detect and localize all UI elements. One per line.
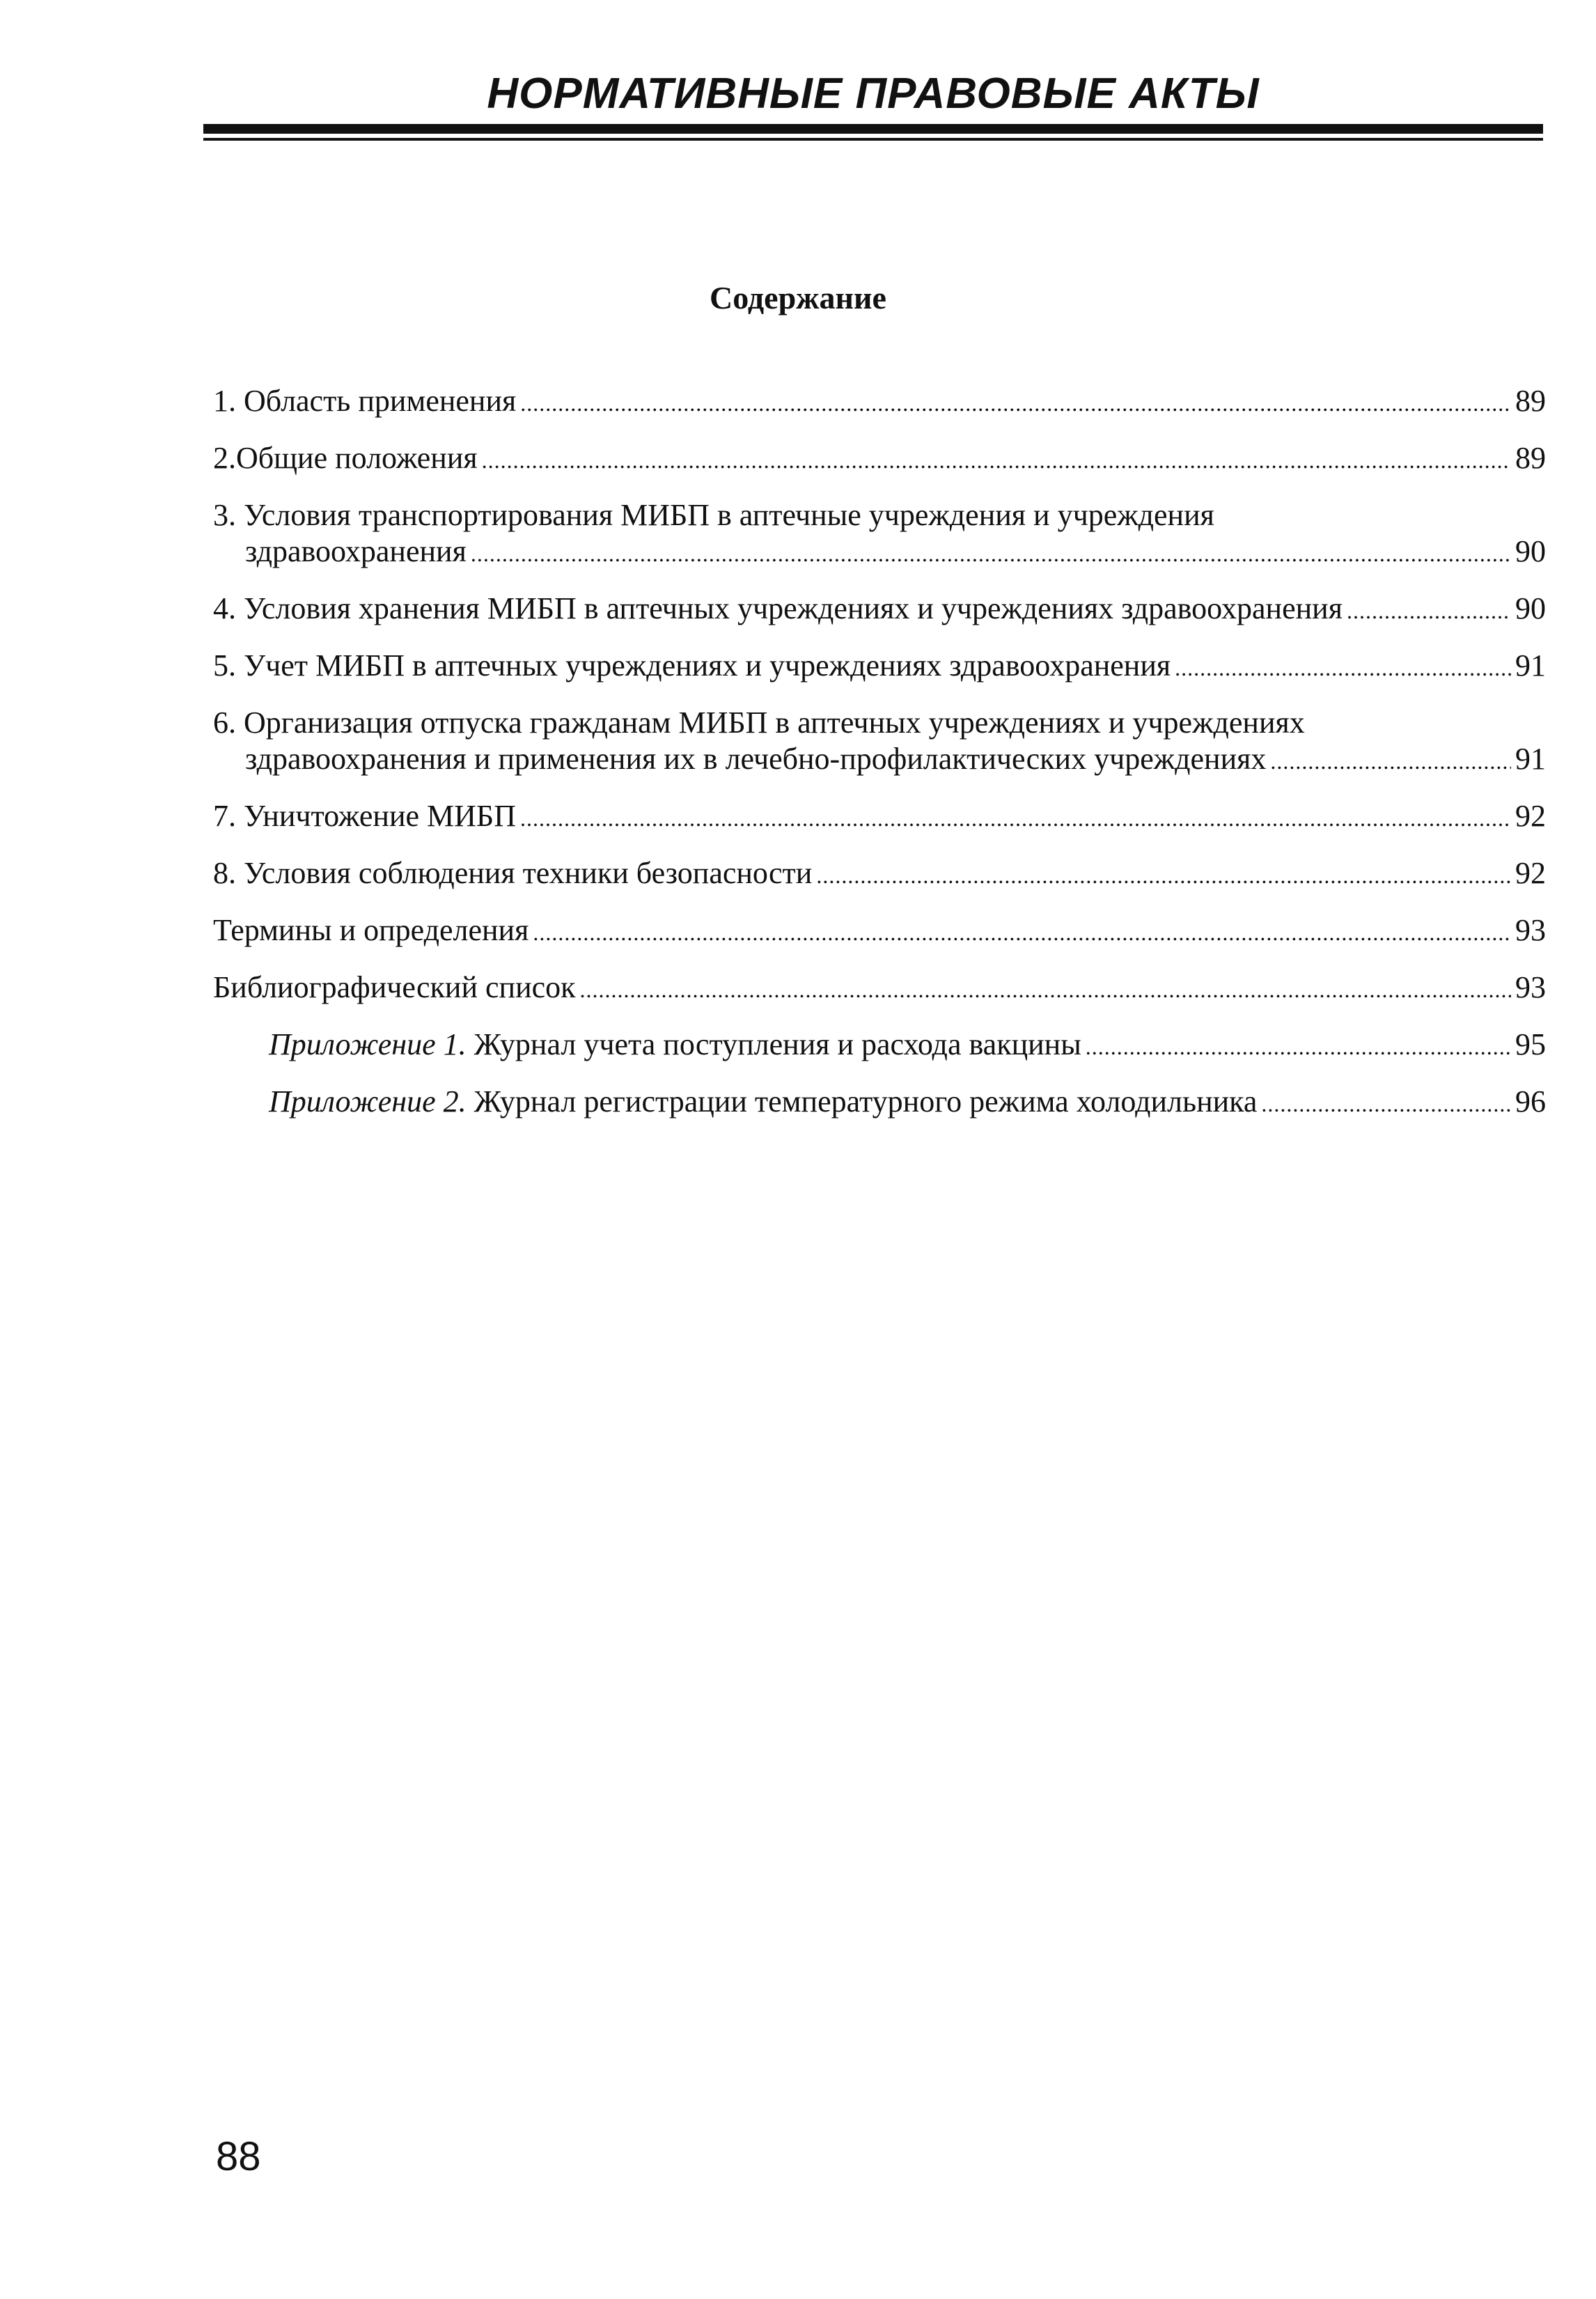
toc-entry-text: 7. Уничтожение МИБП [213,799,516,833]
toc-entry-terms[interactable] [213,912,1546,951]
appendix-label: Приложение 1. [269,1027,467,1061]
toc-entry-storage[interactable] [213,591,1546,629]
toc-entry-first-line: 3. Условия транспортирования МИБП в аптечные учреждения и учреждения [213,498,1214,532]
dot-leader [1347,593,1511,629]
toc-entry-text: Термины и определения [213,913,529,947]
toc-entry-text [269,1027,1081,1063]
toc-entry-page: 90 [1515,534,1546,568]
dot-leader [1261,1086,1511,1122]
toc-entry-destruction[interactable] [213,798,1546,836]
toc-entry-page: 89 [1515,384,1546,418]
header-rule-thin [203,138,1543,141]
toc-entry-scope[interactable] [213,383,1546,421]
toc-entry-appendix-1[interactable] [213,1027,1546,1065]
toc-entry-text [269,1084,1257,1120]
toc-entry-transport[interactable] [213,497,1546,572]
toc-entry-text: здравоохранения [245,534,467,568]
toc-entry-page: 92 [1515,856,1546,890]
toc-entry-page: 92 [1515,799,1546,833]
toc-entry-text: здравоохранения и применения их в лечебно-профилактических учреждениях [245,742,1267,776]
toc-entry-text: 4. Условия хранения МИБП в аптечных учреждениях и учреждениях здравоохранения [213,591,1343,625]
toc-heading: Содержание [710,280,886,315]
dot-leader [1086,1029,1511,1065]
dot-leader [1270,743,1511,779]
toc-entry-text: 1. Область применения [213,384,517,418]
dot-leader [520,385,1511,421]
toc-entry-bibliography[interactable] [213,969,1546,1008]
toc-entry-text: 8. Условия соблюдения техники безопасности [213,856,813,890]
toc-entry-dispensing[interactable] [213,705,1546,779]
toc-entry-page: 96 [1515,1084,1546,1119]
toc-entry-text: 5. Учет МИБП в аптечных учреждениях и учреждениях здравоохранения [213,648,1171,683]
dot-leader [533,914,1511,951]
section-title: НОРМАТИВНЫЕ ПРАВОВЫЕ АКТЫ [487,70,1260,118]
toc-entry-safety[interactable] [213,855,1546,894]
appendix-title: Журнал регистрации температурного режима холодильника [466,1084,1258,1119]
toc-entry-page: 90 [1515,591,1546,625]
toc-entry-text: Библиографический список [213,970,576,1004]
toc-entry-page: 93 [1515,913,1546,947]
dot-leader [471,536,1511,572]
toc-entry-page: 93 [1515,970,1546,1004]
page-number: 88 [216,2134,261,2179]
toc-entry-appendix-2[interactable] [213,1084,1546,1122]
toc-entry-page: 91 [1515,648,1546,683]
toc-entry-text: 2.Общие положения [213,441,478,475]
dot-leader [1175,650,1511,686]
toc-entry-accounting[interactable] [213,648,1546,686]
toc-entry-first-line: 6. Организация отпуска гражданам МИБП в аптечных учреждениях и учреждениях [213,706,1305,740]
dot-leader [520,800,1511,836]
table-of-contents [213,383,1546,1141]
running-header [203,67,1543,141]
toc-entry-page: 91 [1515,742,1546,776]
toc-entry-general[interactable] [213,440,1546,478]
appendix-label: Приложение 2. [269,1084,467,1119]
dot-leader [816,857,1511,894]
dot-leader [580,972,1511,1008]
header-rule-thick [203,124,1543,134]
appendix-title: Журнал учета поступления и расхода вакцины [466,1027,1081,1061]
toc-entry-page: 89 [1515,441,1546,475]
toc-entry-page: 95 [1515,1027,1546,1061]
dot-leader [482,442,1511,478]
